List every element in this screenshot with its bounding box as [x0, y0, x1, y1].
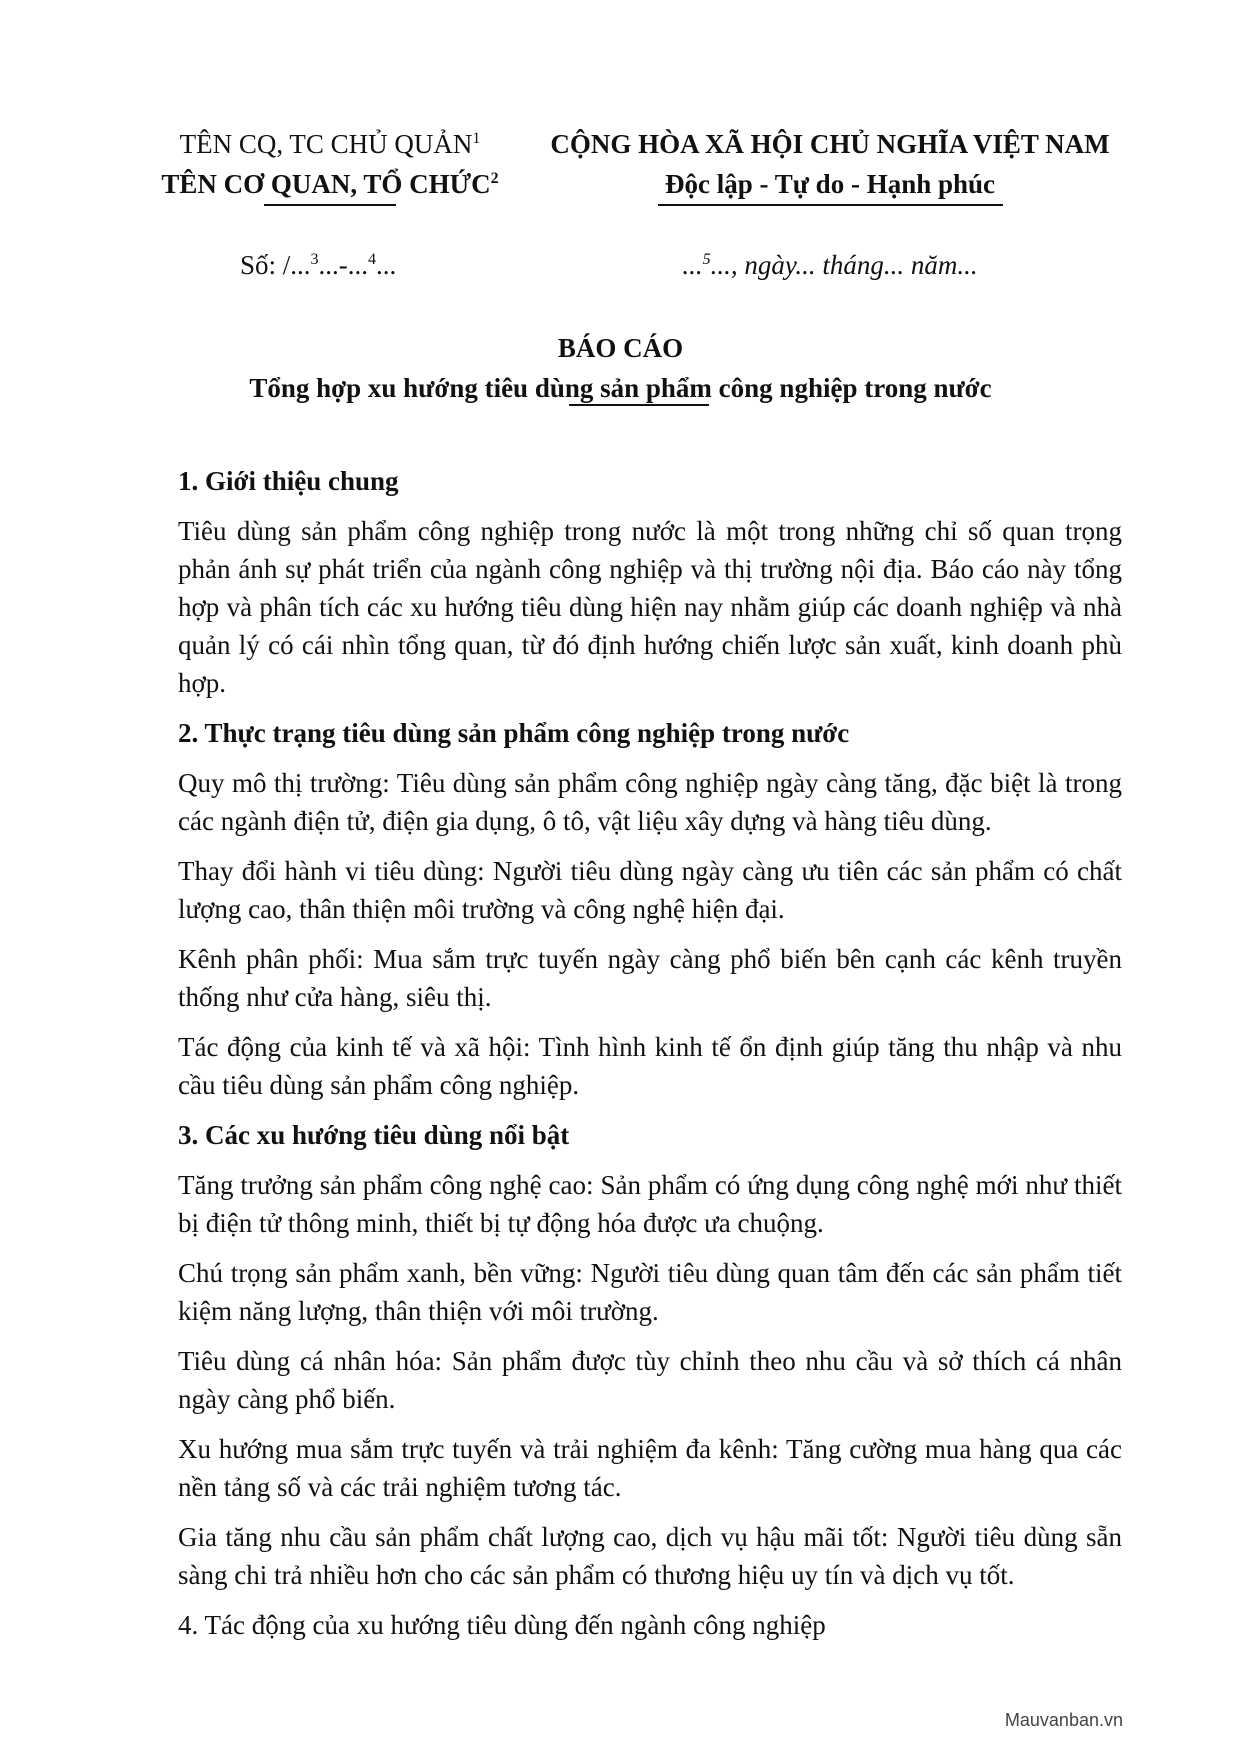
- agency-name: TÊN CƠ QUAN, TỔ CHỨC$^2$: [161, 169, 499, 199]
- parent-agency-name: TÊN CQ, TC CHỦ QUẢN$^1$: [179, 129, 481, 159]
- agency-underline: [264, 204, 396, 206]
- document-body: [178, 462, 1122, 1656]
- paragraph: Tác động của kinh tế và xã hội: Tình hình kinh tế ổn định giúp tăng thu nhập và nhu cầu tiêu dùng sản phẩm công nghiệp.: [178, 1032, 1122, 1100]
- document-number: Số: /...$^3$...-...$^4$...: [240, 250, 397, 280]
- issuing-agency-block: [150, 124, 510, 206]
- section-heading: 4. Tác động của xu hướng tiêu dùng đến ngành công nghiệp: [178, 1610, 826, 1640]
- national-title: CỘNG HÒA XÃ HỘI CHỦ NGHĨA VIỆT NAM: [550, 129, 1110, 159]
- document-subtitle: Tổng hợp xu hướng tiêu dùng sản phẩm công nghiệp trong nước: [249, 373, 992, 403]
- paragraph: Tăng trưởng sản phẩm công nghệ cao: Sản phẩm có ứng dụng công nghệ mới như thiết bị điện tử thông minh, thiết bị tự động hóa được ưa chuộng.: [178, 1170, 1122, 1238]
- section-heading: 1. Giới thiệu chung: [178, 466, 399, 496]
- paragraph: Quy mô thị trường: Tiêu dùng sản phẩm công nghiệp ngày càng tăng, đặc biệt là trong các ngành điện tử, điện gia dụng, ô tô, vật liệu xây dựng và hàng tiêu dùng.: [178, 768, 1122, 836]
- national-heading-block: [540, 124, 1120, 206]
- paragraph: Tiêu dùng sản phẩm công nghiệp trong nước là một trong những chỉ số quan trọng phản ánh sự phát triển của ngành công nghiệp và thị trường nội địa. Báo cáo này tổng hợp và phân tích các xu hướng tiêu dùng hiện nay nhằm giúp các doanh nghiệp và nhà quản lý có cái nhìn tổng quan, từ đó định hướng chiến lược sản xuất, kinh doanh phù hợp.: [178, 516, 1122, 698]
- paragraph: Gia tăng nhu cầu sản phẩm chất lượng cao, dịch vụ hậu mãi tốt: Người tiêu dùng sẵn sàng chi trả nhiều hơn cho các sản phẩm có thương hiệu uy tín và dịch vụ tốt.: [178, 1522, 1122, 1590]
- motto-underline: [658, 204, 1003, 206]
- paragraph: Xu hướng mua sắm trực tuyến và trải nghiệm đa kênh: Tăng cường mua hàng qua các nền tảng số và các trải nghiệm tương tác.: [178, 1434, 1122, 1502]
- document-title: BÁO CÁO: [557, 333, 684, 363]
- paragraph: Tiêu dùng cá nhân hóa: Sản phẩm được tùy chỉnh theo nhu cầu và sở thích cá nhân ngày càng phổ biến.: [178, 1346, 1122, 1414]
- source-watermark: Mauvanban.vn: [1004, 1710, 1123, 1730]
- paragraph: Thay đổi hành vi tiêu dùng: Người tiêu dùng ngày càng ưu tiên các sản phẩm có chất lượng cao, thân thiện môi trường và công nghệ hiện đại.: [178, 856, 1122, 924]
- title-underline: [569, 404, 709, 406]
- paragraph: Chú trọng sản phẩm xanh, bền vững: Người tiêu dùng quan tâm đến các sản phẩm tiết kiệm năng lượng, thân thiện với môi trường.: [178, 1258, 1122, 1326]
- national-motto: Độc lập - Tự do - Hạnh phúc: [664, 169, 996, 199]
- paragraph: Kênh phân phối: Mua sắm trực tuyến ngày càng phổ biến bên cạnh các kênh truyền thống như cửa hàng, siêu thị.: [178, 944, 1122, 1012]
- place-date-line: ...$^5$..., ngày... tháng... năm...: [682, 250, 978, 280]
- section-heading: 2. Thực trạng tiêu dùng sản phẩm công nghiệp trong nước: [178, 718, 850, 748]
- section-heading: 3. Các xu hướng tiêu dùng nổi bật: [178, 1120, 570, 1150]
